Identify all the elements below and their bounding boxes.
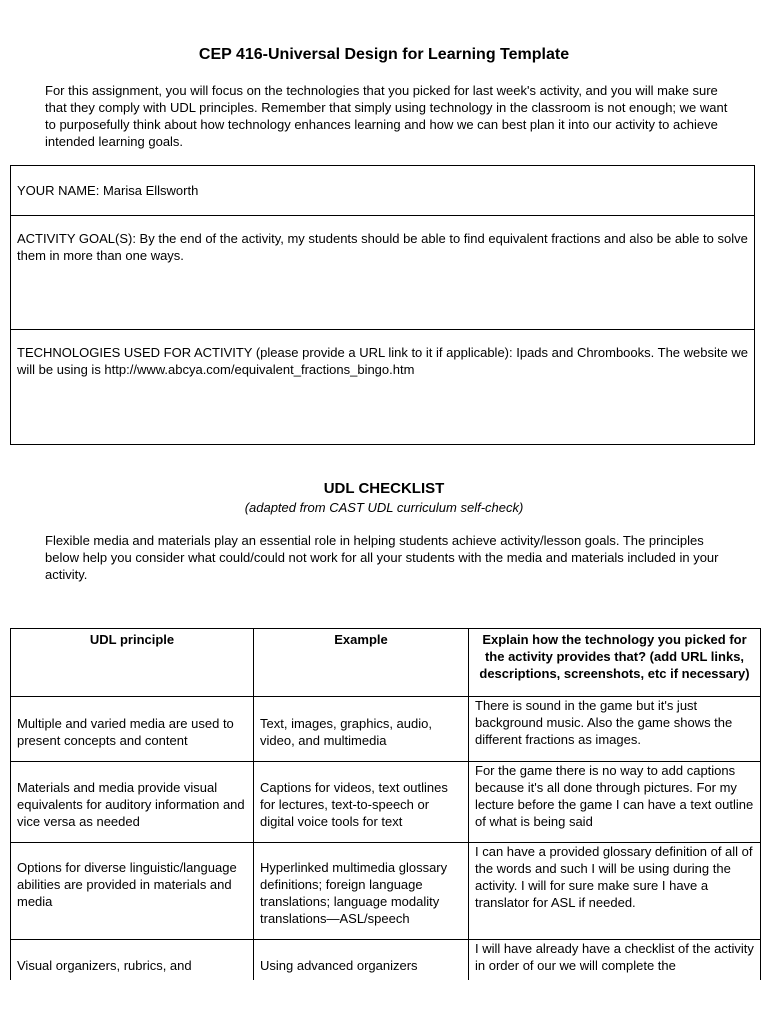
info-table (10, 165, 755, 445)
table-row (11, 940, 761, 980)
table-row (11, 697, 761, 762)
table-row (11, 762, 761, 843)
udl-checklist-table (10, 628, 761, 980)
example-cell: Captions for videos, text outlines for lectures, text-to-speech or digital voice tools for text (254, 762, 469, 843)
example-cell: Hyperlinked multimedia glossary definitions; foreign language translations; language modality translations—ASL/speech (254, 843, 469, 940)
technologies-row (11, 330, 755, 445)
explanation-cell: For the game there is no way to add captions because it's all done through pictures. For my lecture before the game I can have a text outline of what is being said (469, 762, 761, 843)
header-explanation: Explain how the technology you picked for the activity provides that? (add URL links, descriptions, screenshots, etc if necessary) (469, 629, 761, 697)
explanation-cell: There is sound in the game but it's just background music. Also the game shows the different fractions as images. (469, 697, 761, 762)
technologies-field: TECHNOLOGIES USED FOR ACTIVITY (please provide a URL link to it if applicable): Ipads and Chrombooks. The website we will be using is http://www.abcya.com/equivalent_fractions_bingo.htm (11, 330, 755, 445)
name-row (11, 166, 755, 216)
student-name-field: YOUR NAME: Marisa Ellsworth (11, 166, 755, 216)
principle-cell: Materials and media provide visual equivalents for auditory information and vice versa as needed (11, 762, 254, 843)
checklist-subtitle: (adapted from CAST UDL curriculum self-check) (244, 500, 524, 515)
example-cell: Text, images, graphics, audio, video, and multimedia (254, 697, 469, 762)
principle-cell: Multiple and varied media are used to present concepts and content (11, 697, 254, 762)
checklist-title: UDL CHECKLIST (323, 480, 445, 497)
explanation-cell: I will have already have a checklist of the activity in order of our we will complete the (469, 940, 761, 980)
assignment-intro: For this assignment, you will focus on the technologies that you picked for last week's activity, and you will make sure that they comply with UDL principles. Remember that simply using technology in the classroom is not enough; we want to purposefully think about how technology enhances learning and how we can best plan it into our activity to achieve intended learning goals. (45, 83, 728, 149)
header-principle: UDL principle (11, 629, 254, 697)
checklist-intro: Flexible media and materials play an essential role in helping students achieve activity/lesson goals. The principles below help you consider what could/could not work for all your students with the media and materials included in your activity. (45, 533, 719, 582)
page-title: CEP 416-Universal Design for Learning Template (198, 46, 570, 63)
table-header-row (11, 629, 761, 697)
principle-cell: Options for diverse linguistic/language abilities are provided in materials and media (11, 843, 254, 940)
header-example: Example (254, 629, 469, 697)
principle-cell: Visual organizers, rubrics, and (11, 940, 254, 980)
table-row (11, 843, 761, 940)
goal-row (11, 216, 755, 330)
activity-goal-field: ACTIVITY GOAL(S): By the end of the activity, my students should be able to find equivalent fractions and also be able to solve them in more than one ways. (11, 216, 755, 330)
explanation-cell: I can have a provided glossary definition of all of the words and such I will be using during the activity. I will for sure make sure I have a translator for ASL if needed. (469, 843, 761, 940)
example-cell: Using advanced organizers (254, 940, 469, 980)
